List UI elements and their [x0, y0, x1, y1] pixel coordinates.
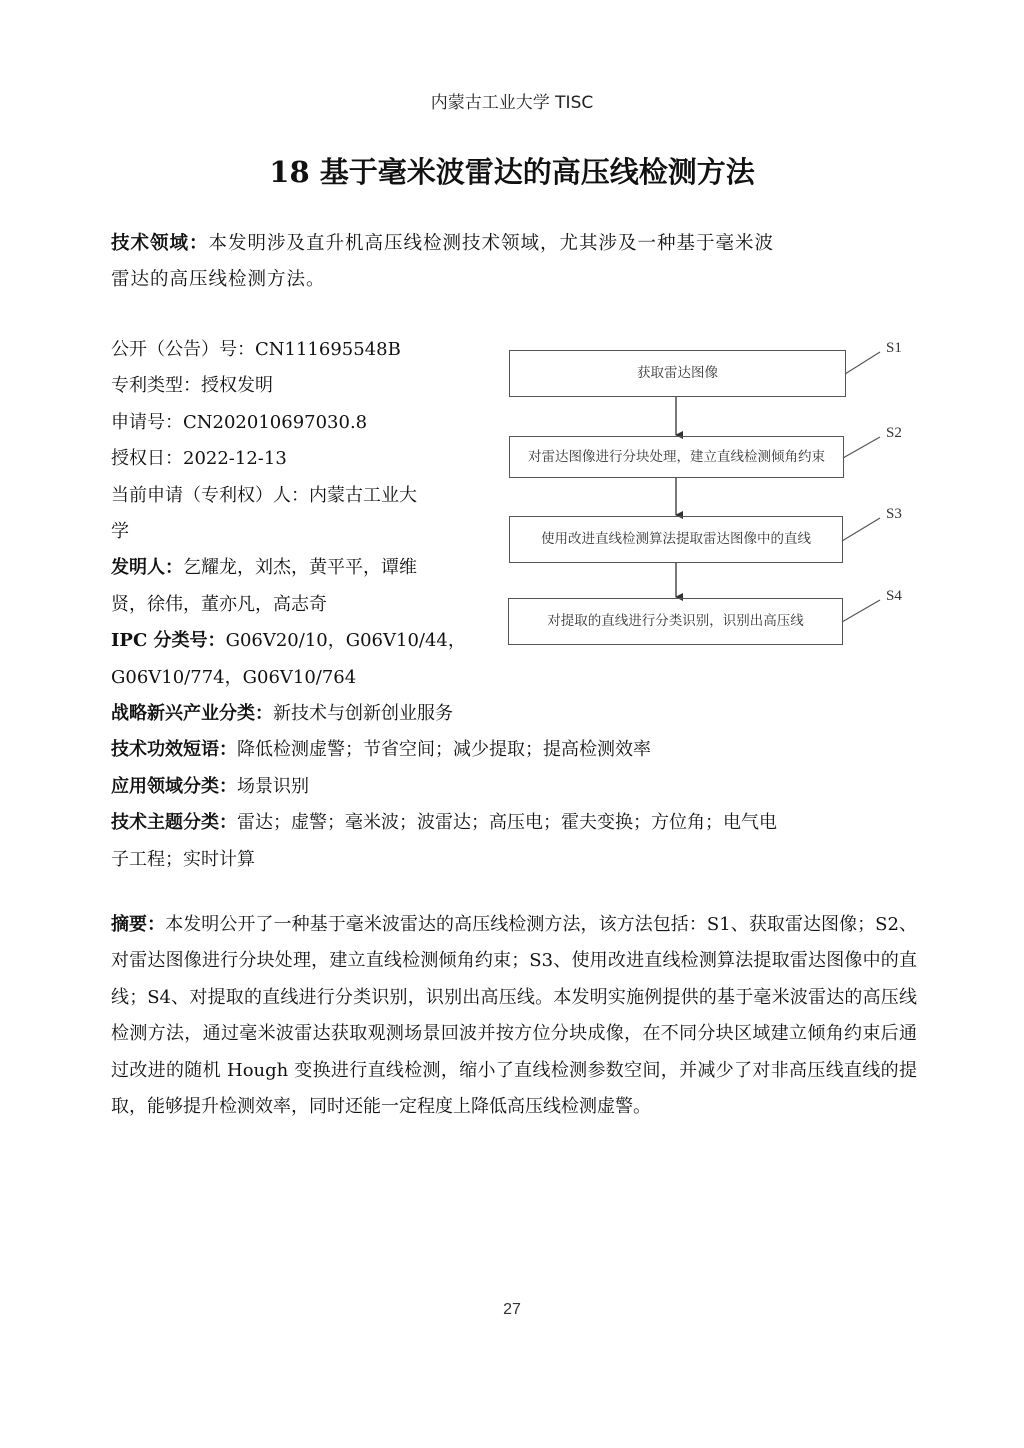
- applicant-value: 内蒙古工业大: [309, 484, 417, 506]
- flow-step-id: S2: [886, 425, 902, 441]
- flow-step-text: 对提取的直线进行分类识别，识别出高压线: [547, 613, 804, 629]
- app-no-value: CN202010697030.8: [183, 411, 368, 433]
- inventors-value-cont: 贤，徐伟，董亦凡，高志奇: [111, 593, 327, 615]
- ipc-label: IPC 分类号：: [111, 630, 226, 652]
- leader-s1: [845, 352, 880, 374]
- flow-step-text: 使用改进直线检测算法提取雷达图像中的直线: [541, 531, 811, 547]
- flow-step-box: [509, 350, 846, 397]
- flow-step-box: [509, 436, 844, 478]
- application-value: 场景识别: [237, 775, 309, 797]
- grant-date-value: 2022-12-13: [183, 448, 287, 470]
- info-application: [111, 769, 777, 805]
- flow-step-id: S3: [886, 506, 902, 522]
- tech-field-text-2: 雷达的高压线检测方法。: [111, 269, 326, 290]
- abstract: [111, 907, 917, 1125]
- flow-step-text: 获取雷达图像: [637, 365, 718, 381]
- grant-date-label: 授权日：: [111, 448, 183, 470]
- application-label: 应用领域分类：: [111, 775, 237, 797]
- info-strategic: [111, 696, 777, 732]
- applicant-value-cont: 学: [111, 521, 129, 543]
- info-efficacy: [111, 732, 777, 768]
- page-number: 27: [503, 1301, 521, 1318]
- strategic-label: 战略新兴产业分类：: [111, 703, 273, 725]
- abstract-text: 本发明公开了一种基于毫米波雷达的高压线检测方法，该方法包括：S1、获取雷达图像；S2、对雷达图像进行分块处理，建立直线检测倾角约束；S3、使用改进直线检测算法提取雷达图像中的直线；S4、对提取的直线进行分类识别，识别出高压线。本发明实施例提供的基于毫米波雷达的高压线检测方法，通过毫米波雷达获取观测场景回波并按方位分块成像，在不同分块区域建立倾角约束后通过改进的随机 Hough 变换进行直线检测，缩小了直线检测参数空间，并减少了对非高压线直线的提取，能够提升检测效率，同时还能一定程度上降低高压线检测虚警。: [111, 914, 918, 1118]
- tech-field-label: 技术领域：: [111, 233, 209, 254]
- efficacy-value: 降低检测虚警；节省空间；减少提取；提高检测效率: [237, 739, 651, 761]
- inventors-label: 发明人：: [111, 557, 183, 579]
- topic-label: 技术主题分类：: [111, 812, 237, 834]
- applicant-label: 当前申请（专利权）人：: [111, 484, 309, 506]
- pub-no-value: CN111695548B: [255, 339, 401, 360]
- tech-field-text-1: 本发明涉及直升机高压线检测技术领域，尤其涉及一种基于毫米波: [208, 233, 775, 254]
- leader-s4: [842, 600, 880, 622]
- flow-step-id: S1: [886, 340, 902, 356]
- leader-s2: [843, 437, 880, 458]
- patent-type-label: 专利类型：: [111, 375, 201, 397]
- page-header: 内蒙古工业大学 TISC: [430, 93, 594, 113]
- inventors-value: 乞耀龙，刘杰，黄平平，谭维: [183, 557, 417, 579]
- leader-s3: [842, 518, 880, 541]
- patent-type-value: 授权发明: [201, 375, 273, 397]
- flow-step-text: 对雷达图像进行分块处理，建立直线检测倾角约束: [528, 448, 825, 465]
- ipc-value-cont: G06V10/774，G06V10/764: [111, 666, 357, 688]
- flow-step-id: S4: [886, 588, 902, 604]
- flow-step-box: [508, 598, 843, 645]
- app-no-label: 申请号：: [111, 411, 183, 433]
- topic-value-cont: 子工程；实时计算: [111, 848, 255, 870]
- document-title: 18 基于毫米波雷达的高压线检测方法: [269, 155, 755, 189]
- pub-no-label: 公开（公告）号：: [111, 339, 255, 360]
- efficacy-label: 技术功效短语：: [111, 739, 237, 761]
- abstract-label: 摘要：: [111, 914, 166, 935]
- info-topic: [111, 805, 777, 841]
- ipc-value: G06V20/10，G06V10/44，: [225, 630, 466, 652]
- topic-value: 雷达；虚警；毫米波；波雷达；高压电；霍夫变换；方位角；电气电: [237, 812, 777, 834]
- strategic-value: 新技术与创新创业服务: [273, 703, 453, 725]
- flow-step-box: [509, 516, 843, 563]
